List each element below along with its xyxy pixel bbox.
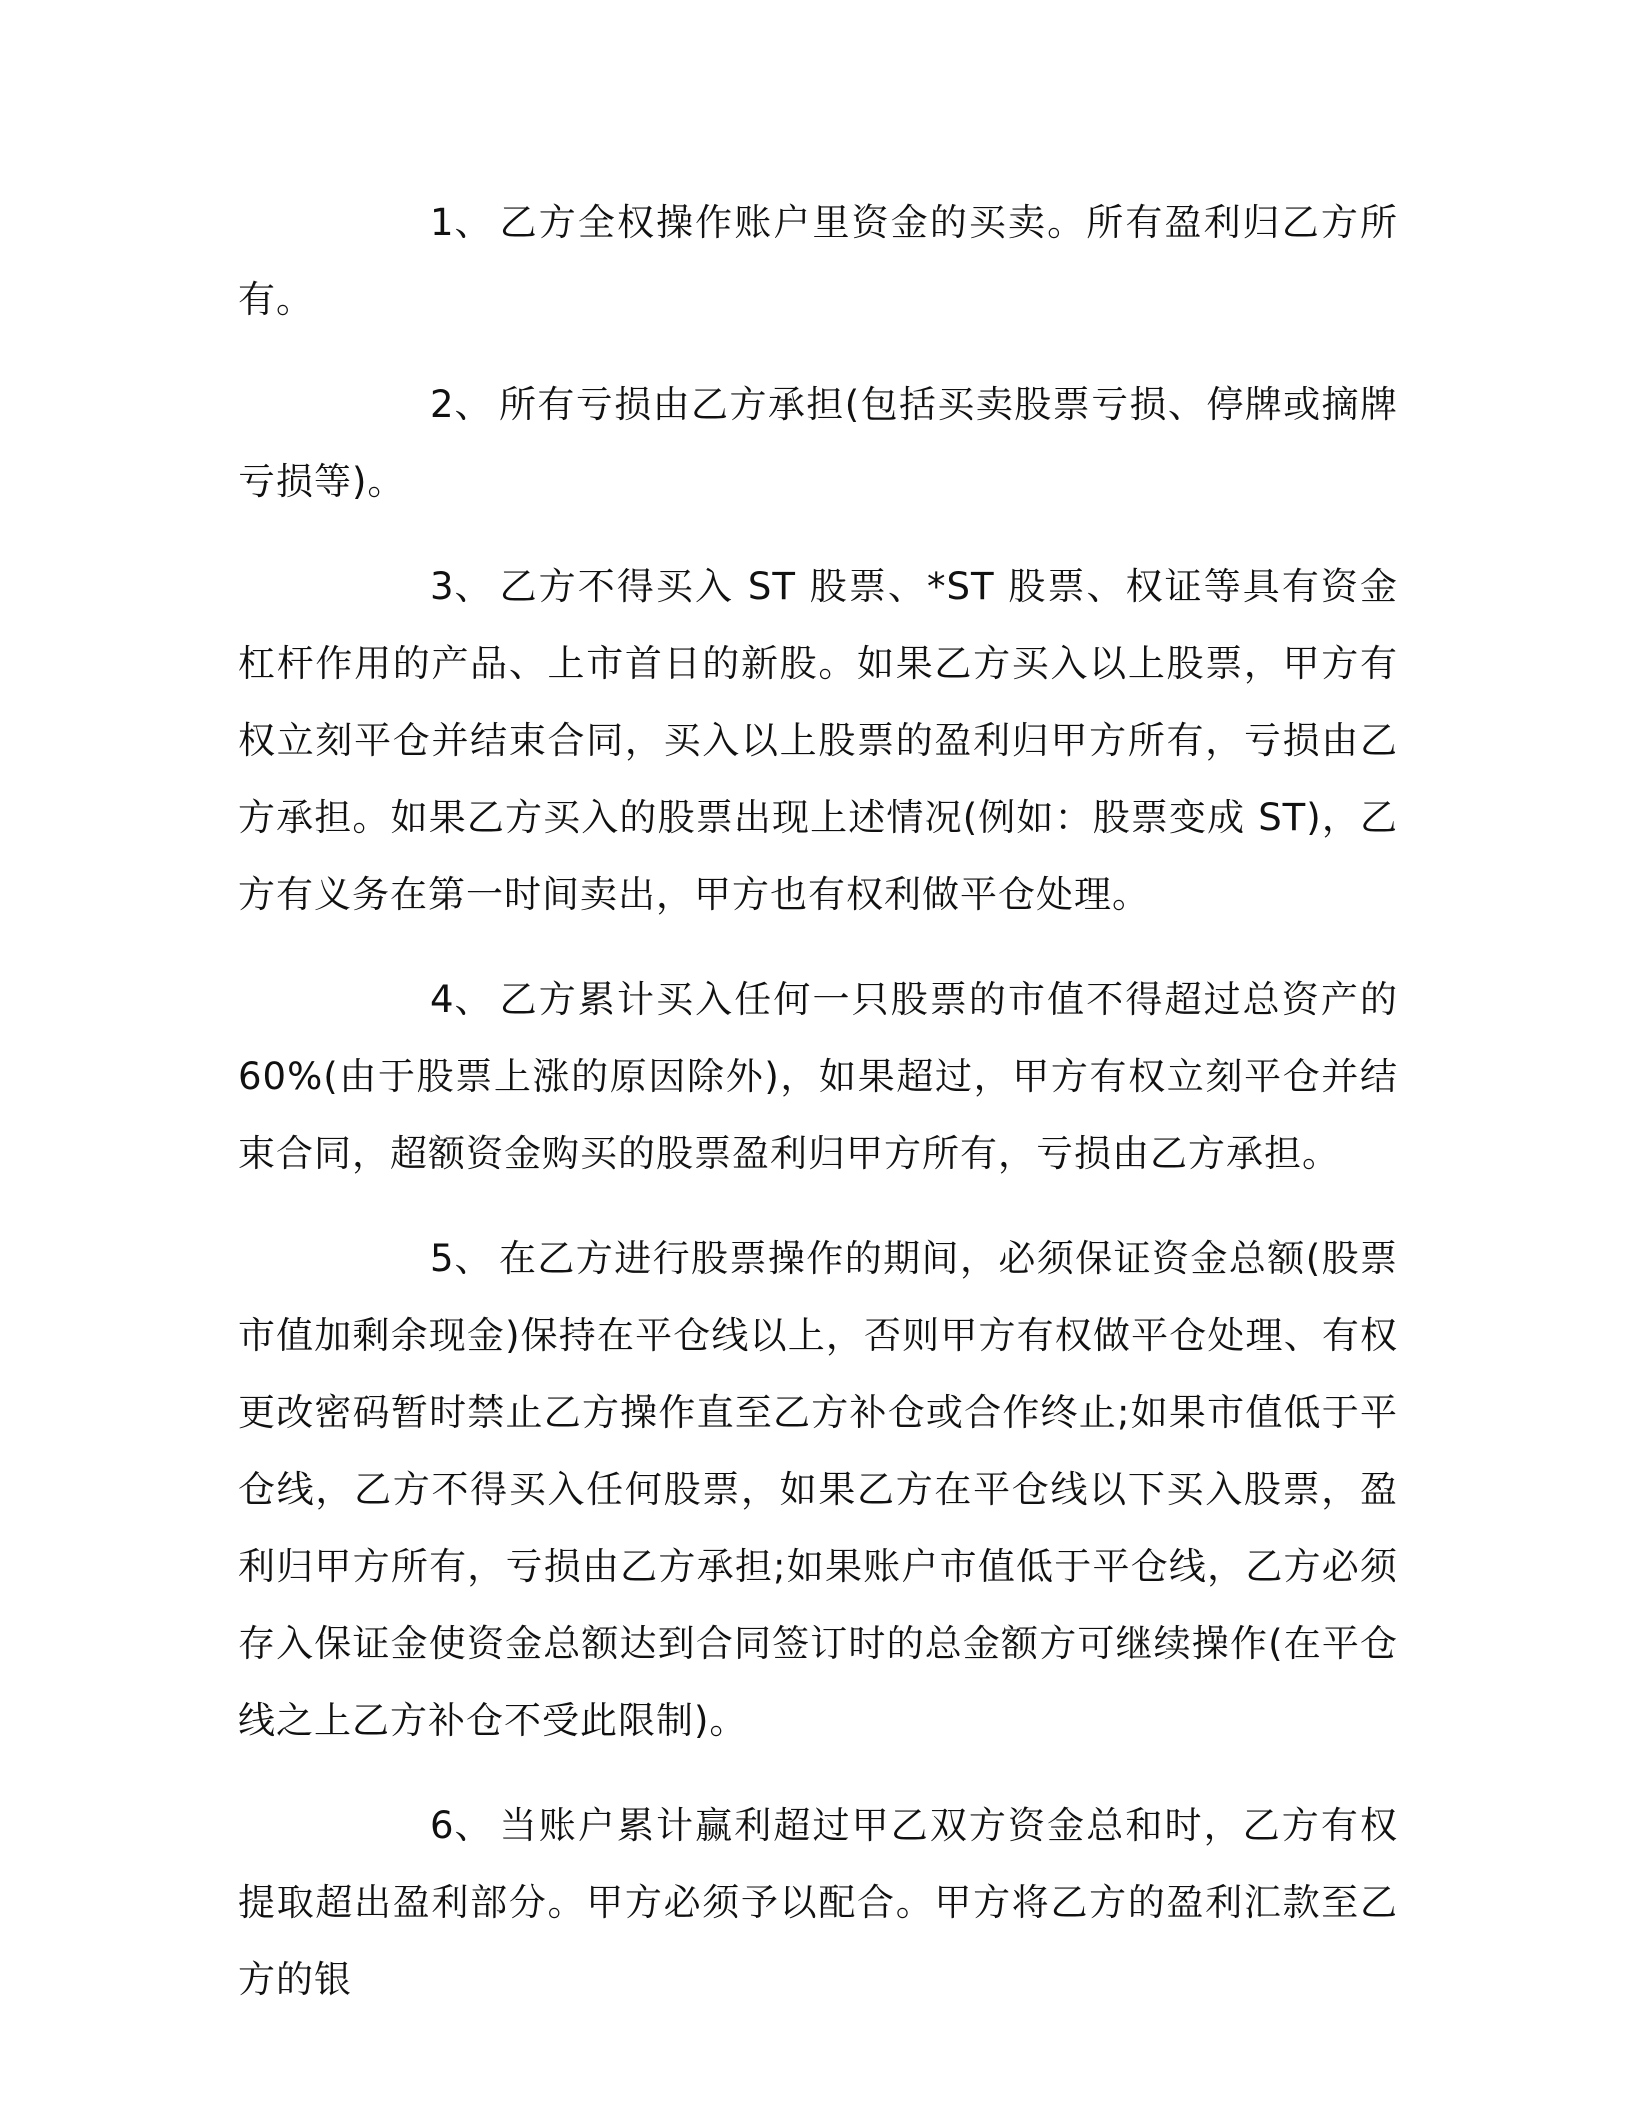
clause-text: 当账户累计赢利超过甲乙双方资金总和时，乙方有权提取超出盈利部分。甲方必须予以配合。甲方将乙方的盈利汇款至乙方的银: [238, 1804, 1398, 2001]
clause-3: [238, 548, 1398, 933]
document-body: [238, 184, 1398, 2046]
clause-text: 乙方不得买入 ST 股票、*ST 股票、权证等具有资金杠杆作用的产品、上市首日的新股。如果乙方买入以上股票，甲方有权立刻平仓并结束合同，买入以上股票的盈利归甲方所有，亏损由乙方承担。如果乙方买入的股票出现上述情况(例如：股票变成 ST)，乙方有义务在第一时间卖出，甲方也有权利做平仓处理。: [238, 565, 1398, 916]
clause-1: [238, 184, 1398, 338]
clause-6: [238, 1787, 1398, 2018]
clause-number: 3、: [430, 565, 493, 608]
clause-5: [238, 1220, 1398, 1759]
clause-text: 在乙方进行股票操作的期间，必须保证资金总额(股票市值加剩余现金)保持在平仓线以上，否则甲方有权做平仓处理、有权更改密码暂时禁止乙方操作直至乙方补仓或合作终止;如果市值低于平仓线，乙方不得买入任何股票，如果乙方在平仓线以下买入股票，盈利归甲方所有，亏损由乙方承担;如果账户市值低于平仓线，乙方必须存入保证金使资金总额达到合同签订时的总金额方可继续操作(在平仓线之上乙方补仓不受此限制)。: [238, 1237, 1398, 1742]
clause-2: [238, 366, 1398, 520]
clause-number: 4、: [430, 978, 493, 1021]
clause-number: 6、: [430, 1804, 493, 1847]
clause-text: 乙方累计买入任何一只股票的市值不得超过总资产的 60%(由于股票上涨的原因除外)，如果超过，甲方有权立刻平仓并结束合同，超额资金购买的股票盈利归甲方所有，亏损由乙方承担。: [238, 978, 1398, 1175]
clause-text: 所有亏损由乙方承担(包括买卖股票亏损、停牌或摘牌亏损等)。: [238, 383, 1398, 503]
clause-number: 2、: [430, 383, 493, 426]
clause-text: 乙方全权操作账户里资金的买卖。所有盈利归乙方所有。: [238, 201, 1398, 321]
clause-number: 5、: [430, 1237, 493, 1280]
clause-4: [238, 961, 1398, 1192]
clause-number: 1、: [430, 201, 493, 244]
